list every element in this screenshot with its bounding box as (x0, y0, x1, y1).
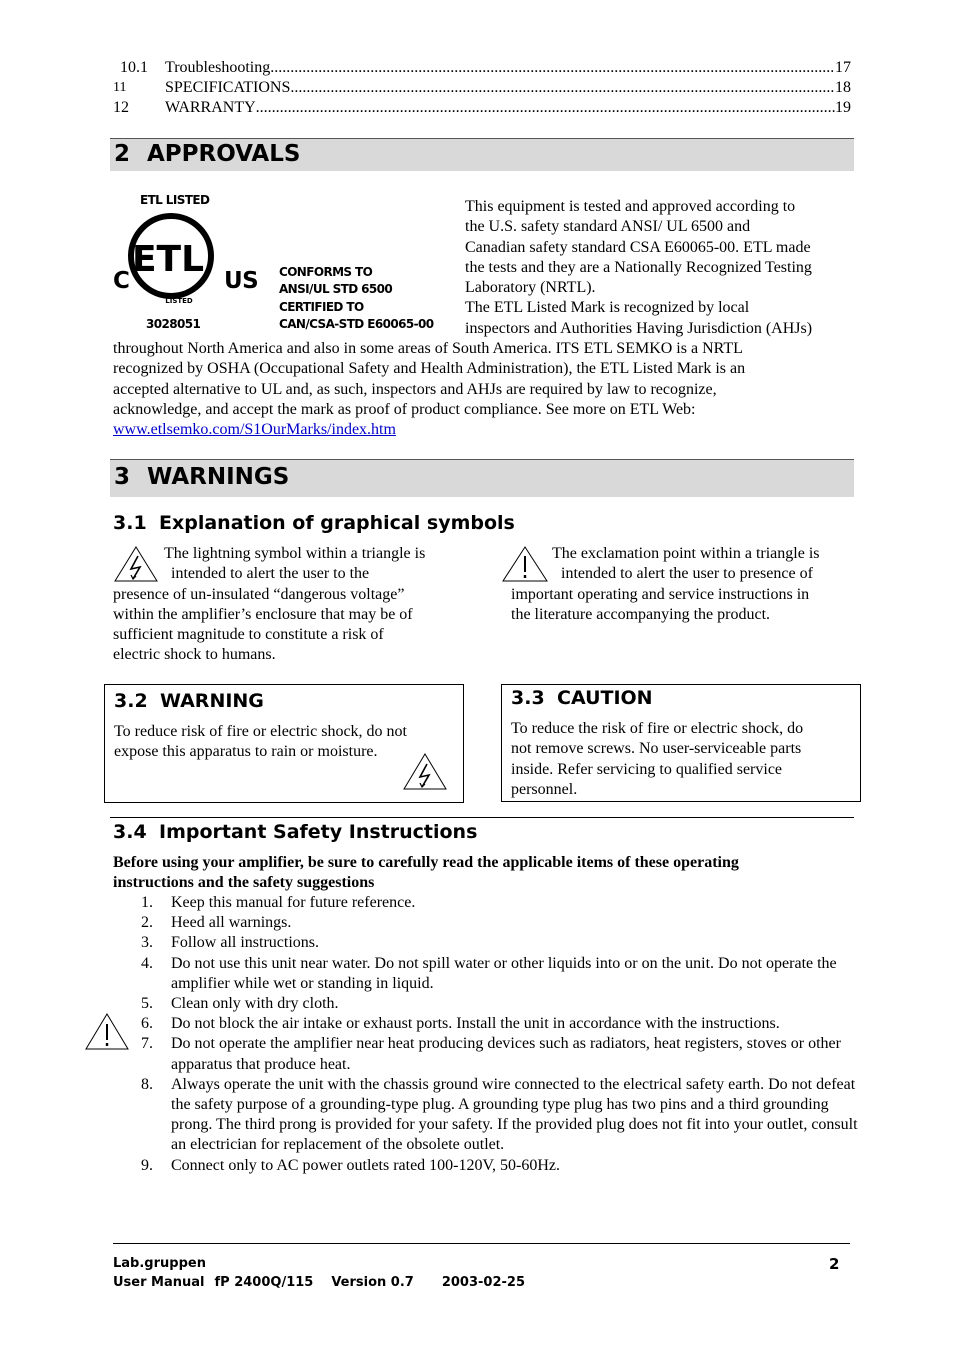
list-number: 5. (141, 995, 153, 1013)
toc-leader (290, 78, 835, 98)
etl-seal-listed: LISTED (165, 297, 193, 305)
list-item (113, 913, 858, 933)
text-line: accepted alternative to UL and, as such, inspectors and AHJs are required by law to recognize, (113, 380, 717, 398)
etl-conforms-line: ANSI/UL STD 6500 (279, 282, 393, 296)
footer-version: Version 0.7 (331, 1275, 414, 1290)
text-line: throughout North America and also in some areas of South America. ITS ETL SEMKO is a NRTL (113, 340, 743, 357)
text-line: personnel. (511, 780, 578, 798)
text-line: Before using your amplifier, be sure to carefully read the applicable items of these operating (113, 854, 739, 871)
etl-logo-number: 3028051 (146, 317, 201, 331)
text-line: not remove screws. No user-serviceable parts (511, 740, 802, 758)
toc-row[interactable] (113, 58, 851, 78)
toc-title: Troubleshooting (165, 59, 271, 76)
page-number: 2 (829, 1255, 840, 1273)
toc-page: 17 (835, 59, 851, 76)
subsection-heading-3-3 (511, 687, 653, 709)
list-text: Connect only to AC power outlets rated 100-120V, 50-60Hz. (171, 1156, 560, 1174)
list-number: 7. (141, 1035, 153, 1053)
text-line: Laboratory (NRTL). (465, 279, 596, 297)
subsection-title: Important Safety Instructions (159, 821, 478, 843)
text-line: To reduce the risk of fire or electric shock, do (511, 720, 804, 737)
approvals-text-right (465, 197, 855, 339)
text-line: expose this apparatus to rain or moisture. (114, 743, 378, 761)
approvals-text-full (113, 339, 858, 440)
text-line: This equipment is tested and approved according to (465, 198, 796, 215)
text-line: within the amplifier’s enclosure that may be of (113, 605, 413, 623)
section-title: WARNINGS (147, 464, 290, 490)
list-text: Always operate the unit with the chassis ground wire connected to the electrical safety earth. Do not defeat the safety purpose of a grounding-type plug. A grounding type plug has two pins and a third grounding prong. The third prong is provided for your safety. If the provided plug does not fit into your outlet, consult an electrician for replacement of the obsolete outlet. (171, 1075, 858, 1154)
list-number: 1. (141, 894, 153, 911)
toc-page: 19 (835, 99, 851, 116)
toc-title: WARRANTY (165, 99, 256, 116)
toc-page: 18 (835, 79, 851, 96)
footer-model: fP 2400Q/115 (214, 1275, 314, 1290)
subsection-number: 3.1 (113, 512, 147, 534)
toc-title: SPECIFICATIONS (165, 79, 291, 96)
list-number: 2. (141, 914, 153, 932)
toc-row[interactable] (113, 98, 851, 118)
subsection-heading-3-4 (113, 821, 477, 843)
divider (110, 817, 854, 818)
toc-num: 10.1 (120, 59, 148, 76)
etl-conforms-line: CAN/CSA-STD E60065-00 (279, 317, 434, 331)
subsection-heading-3-2 (114, 690, 264, 712)
footer-date: 2003-02-25 (441, 1275, 525, 1290)
etl-web-link[interactable]: www.etlsemko.com/S1OurMarks/index.htm (113, 421, 396, 439)
text-line: acknowledge, and accept the mark as proof of product compliance. See more on ETL Web: (113, 400, 696, 418)
text-line: To reduce risk of fire or electric shock, do not (114, 723, 407, 740)
text-line: presence of un-insulated “dangerous voltage” (113, 585, 405, 603)
etl-logo-us: US (224, 268, 259, 294)
text-line: sufficient magnitude to constitute a risk of (113, 626, 384, 644)
subsection-number: 3.4 (113, 821, 147, 843)
toc-leader (256, 98, 835, 118)
text-line: The ETL Listed Mark is recognized by local (465, 299, 750, 317)
list-item (113, 1075, 858, 1156)
list-item (113, 1156, 858, 1176)
list-item (113, 893, 858, 913)
text-line: intended to alert the user to presence of (561, 565, 813, 583)
subsection-number: 3.3 (511, 687, 545, 709)
text-line: Canadian safety standard CSA E60065-00. ETL made (465, 238, 811, 256)
text-line: important operating and service instructions in (511, 585, 810, 603)
subsection-heading-3-1 (113, 512, 515, 534)
list-text: Do not use this unit near water. Do not spill water or other liquids into or on the unit. Do not operate the amplifier while wet or standing in liquid. (171, 954, 837, 992)
etl-seal-icon (124, 207, 234, 307)
text-line: intended to alert the user to the (171, 565, 370, 583)
etl-conforms-line: CERTIFIED TO (279, 300, 364, 314)
list-text: Keep this manual for future reference. (171, 894, 416, 911)
list-number: 8. (141, 1075, 153, 1093)
lightning-symbol-explanation (113, 544, 463, 666)
list-number: 6. (141, 1015, 153, 1033)
list-text: Follow all instructions. (171, 934, 319, 952)
list-item (113, 994, 858, 1014)
etl-logo-c: C (113, 268, 130, 294)
caution-text (511, 719, 856, 800)
section-number: 3 (114, 464, 131, 490)
subsection-title: WARNING (160, 690, 264, 712)
footer-doc-info (113, 1275, 525, 1290)
etl-seal-inner: ETL (131, 239, 205, 280)
list-item (113, 1014, 858, 1034)
text-line: The exclamation point within a triangle is (552, 545, 820, 562)
text-line: instructions and the safety suggestions (113, 874, 375, 892)
list-text: Clean only with dry cloth. (171, 995, 339, 1013)
toc-row[interactable] (113, 78, 851, 98)
safety-instructions-list (113, 893, 858, 1176)
toc-num: 11 (113, 80, 127, 95)
lightning-triangle-icon (402, 752, 448, 792)
list-item (113, 954, 858, 994)
etl-logo-top-text: ETL LISTED (140, 193, 210, 207)
text-line: The lightning symbol within a triangle is (164, 545, 426, 562)
subsection-title: CAUTION (557, 687, 653, 709)
caution-box (501, 684, 861, 802)
section-number: 2 (114, 141, 131, 167)
list-text: Do not block the air intake or exhaust ports. Install the unit in accordance with the instructions. (171, 1015, 780, 1033)
etl-conforms-line: CONFORMS TO (279, 265, 373, 279)
subsection-number: 3.2 (114, 690, 148, 712)
list-item (113, 933, 858, 953)
toc-num: 12 (113, 99, 129, 116)
text-line: inspectors and Authorities Having Jurisdiction (AHJs) (465, 319, 813, 337)
text-line: the U.S. safety standard ANSI/ UL 6500 and (465, 218, 751, 236)
section-heading-warnings (110, 459, 854, 497)
list-item (113, 1034, 858, 1074)
warning-box (104, 684, 464, 803)
safety-intro (113, 853, 858, 894)
text-line: recognized by OSHA (Occupational Safety and Health Administration), the ETL Listed Mark is an (113, 360, 746, 378)
list-text: Do not operate the amplifier near heat producing devices such as radiators, heat registers, stoves or other apparatus that produce heat. (171, 1035, 841, 1073)
text-line: electric shock to humans. (113, 646, 276, 664)
text-line: the tests and they are a Nationally Recognized Testing (465, 258, 812, 276)
list-text: Heed all warnings. (171, 914, 292, 932)
list-number: 3. (141, 934, 153, 952)
footer-manual: User Manual (113, 1275, 205, 1290)
list-number: 4. (141, 954, 153, 972)
text-line: inside. Refer servicing to qualified service (511, 760, 783, 778)
section-heading-approvals (110, 138, 854, 171)
list-number: 9. (141, 1156, 153, 1174)
text-line: the literature accompanying the product. (511, 605, 771, 623)
footer-company: Lab.gruppen (113, 1256, 206, 1271)
exclamation-symbol-explanation (511, 544, 856, 625)
subsection-title: Explanation of graphical symbols (159, 512, 515, 534)
section-title: APPROVALS (147, 141, 301, 167)
footer-divider (113, 1243, 850, 1244)
toc-leader (270, 58, 835, 78)
